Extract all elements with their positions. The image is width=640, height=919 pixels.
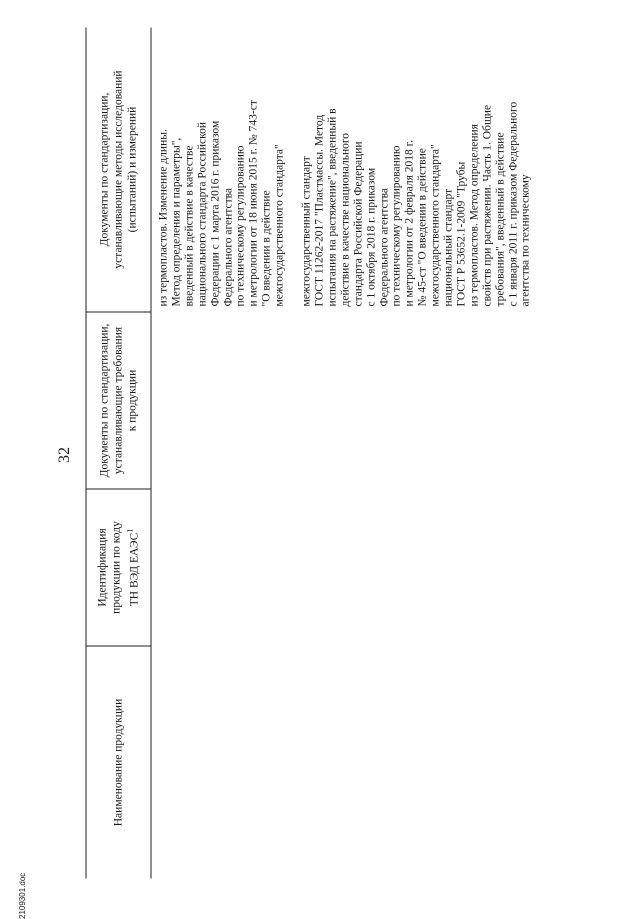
- methods-line: агентства по техническому: [519, 173, 532, 306]
- methods-line: из термопластов. Изменение длины.: [157, 128, 169, 306]
- paragraph-gap: [286, 36, 300, 306]
- methods-line: ГОСТ 11262-2017 "Пластмассы. Метод: [312, 114, 325, 306]
- methods-line: стандарта Российской Федерации: [351, 140, 364, 306]
- header-methods-line-2: устанавливающие методы исследований: [112, 69, 124, 269]
- methods-line: с 1 января 2011 г. приказом Федерального: [506, 101, 519, 306]
- header-methods: [86, 27, 150, 311]
- methods-line: межгосударственного стандарта": [273, 143, 286, 306]
- methods-line: Федерального агентства: [221, 187, 234, 306]
- methods-line: № 45-ст "О введении в действие: [416, 147, 429, 306]
- standards-table: [85, 27, 553, 878]
- methods-line: и метрологии от 2 февраля 2018 г.: [403, 139, 416, 306]
- methods-line: введенный в действие в качестве: [182, 144, 195, 306]
- header-product-name-text: Наименование продукции: [112, 698, 124, 826]
- methods-line: по техническому регулированию: [390, 144, 403, 306]
- methods-line: по техническому регулированию: [234, 144, 247, 306]
- document-id: 2109301.doc: [18, 872, 27, 919]
- header-requirements-line-2: устанавливающие требования: [112, 326, 124, 474]
- methods-line: межгосударственный стандарт: [300, 155, 313, 306]
- methods-line: ГОСТ Р 53652.1-2009 "Трубы: [454, 161, 467, 306]
- methods-line: Метод определения и параметры",: [169, 137, 182, 306]
- methods-line: национальный стандарт: [442, 188, 455, 306]
- header-methods-line-3: (испытаний) и измерений: [126, 106, 138, 232]
- methods-line: Федерации с 1 марта 2016 г. приказом: [208, 120, 221, 306]
- header-methods-line-1: Документы по стандартизации,: [98, 92, 110, 246]
- methods-line: требования", введенный в действие: [493, 131, 506, 306]
- methods-line: из термопластов. Метод определения: [467, 123, 480, 306]
- methods-line: национального стандарта Российской: [195, 121, 208, 306]
- header-requirements: [86, 312, 150, 488]
- methods-line: свойств при растяжении. Часть 1. Общие: [480, 104, 493, 306]
- methods-line: с 1 октября 2018 г. приказом: [364, 167, 377, 306]
- table-header-row: [85, 27, 151, 878]
- header-identification: [86, 489, 150, 645]
- header-requirements-line-3: к продукции: [126, 369, 138, 431]
- header-identification-line-2: продукции по коду: [110, 520, 123, 614]
- methods-line: межгосударственного стандарта": [429, 143, 442, 306]
- header-identification-line-3: ТН ВЭД ЕАЭС: [127, 532, 140, 606]
- methods-line: действие в качестве национального: [338, 132, 351, 306]
- header-identification-line-1: Идентификация: [96, 527, 109, 607]
- header-requirements-line-1: Документы по стандартизации,: [98, 323, 110, 477]
- methods-line: и метрологии от 18 июня 2015 г. № 743-ст: [247, 99, 260, 306]
- footnote-marker: 1: [125, 528, 135, 533]
- page-number: 32: [56, 447, 73, 463]
- methods-line: испытания на растяжение", введенный в: [325, 107, 338, 306]
- methods-cell: [157, 36, 532, 306]
- header-product-name: [86, 646, 150, 878]
- methods-line: Федерального агентства: [377, 187, 390, 306]
- methods-line: "О введении в действие: [260, 189, 273, 306]
